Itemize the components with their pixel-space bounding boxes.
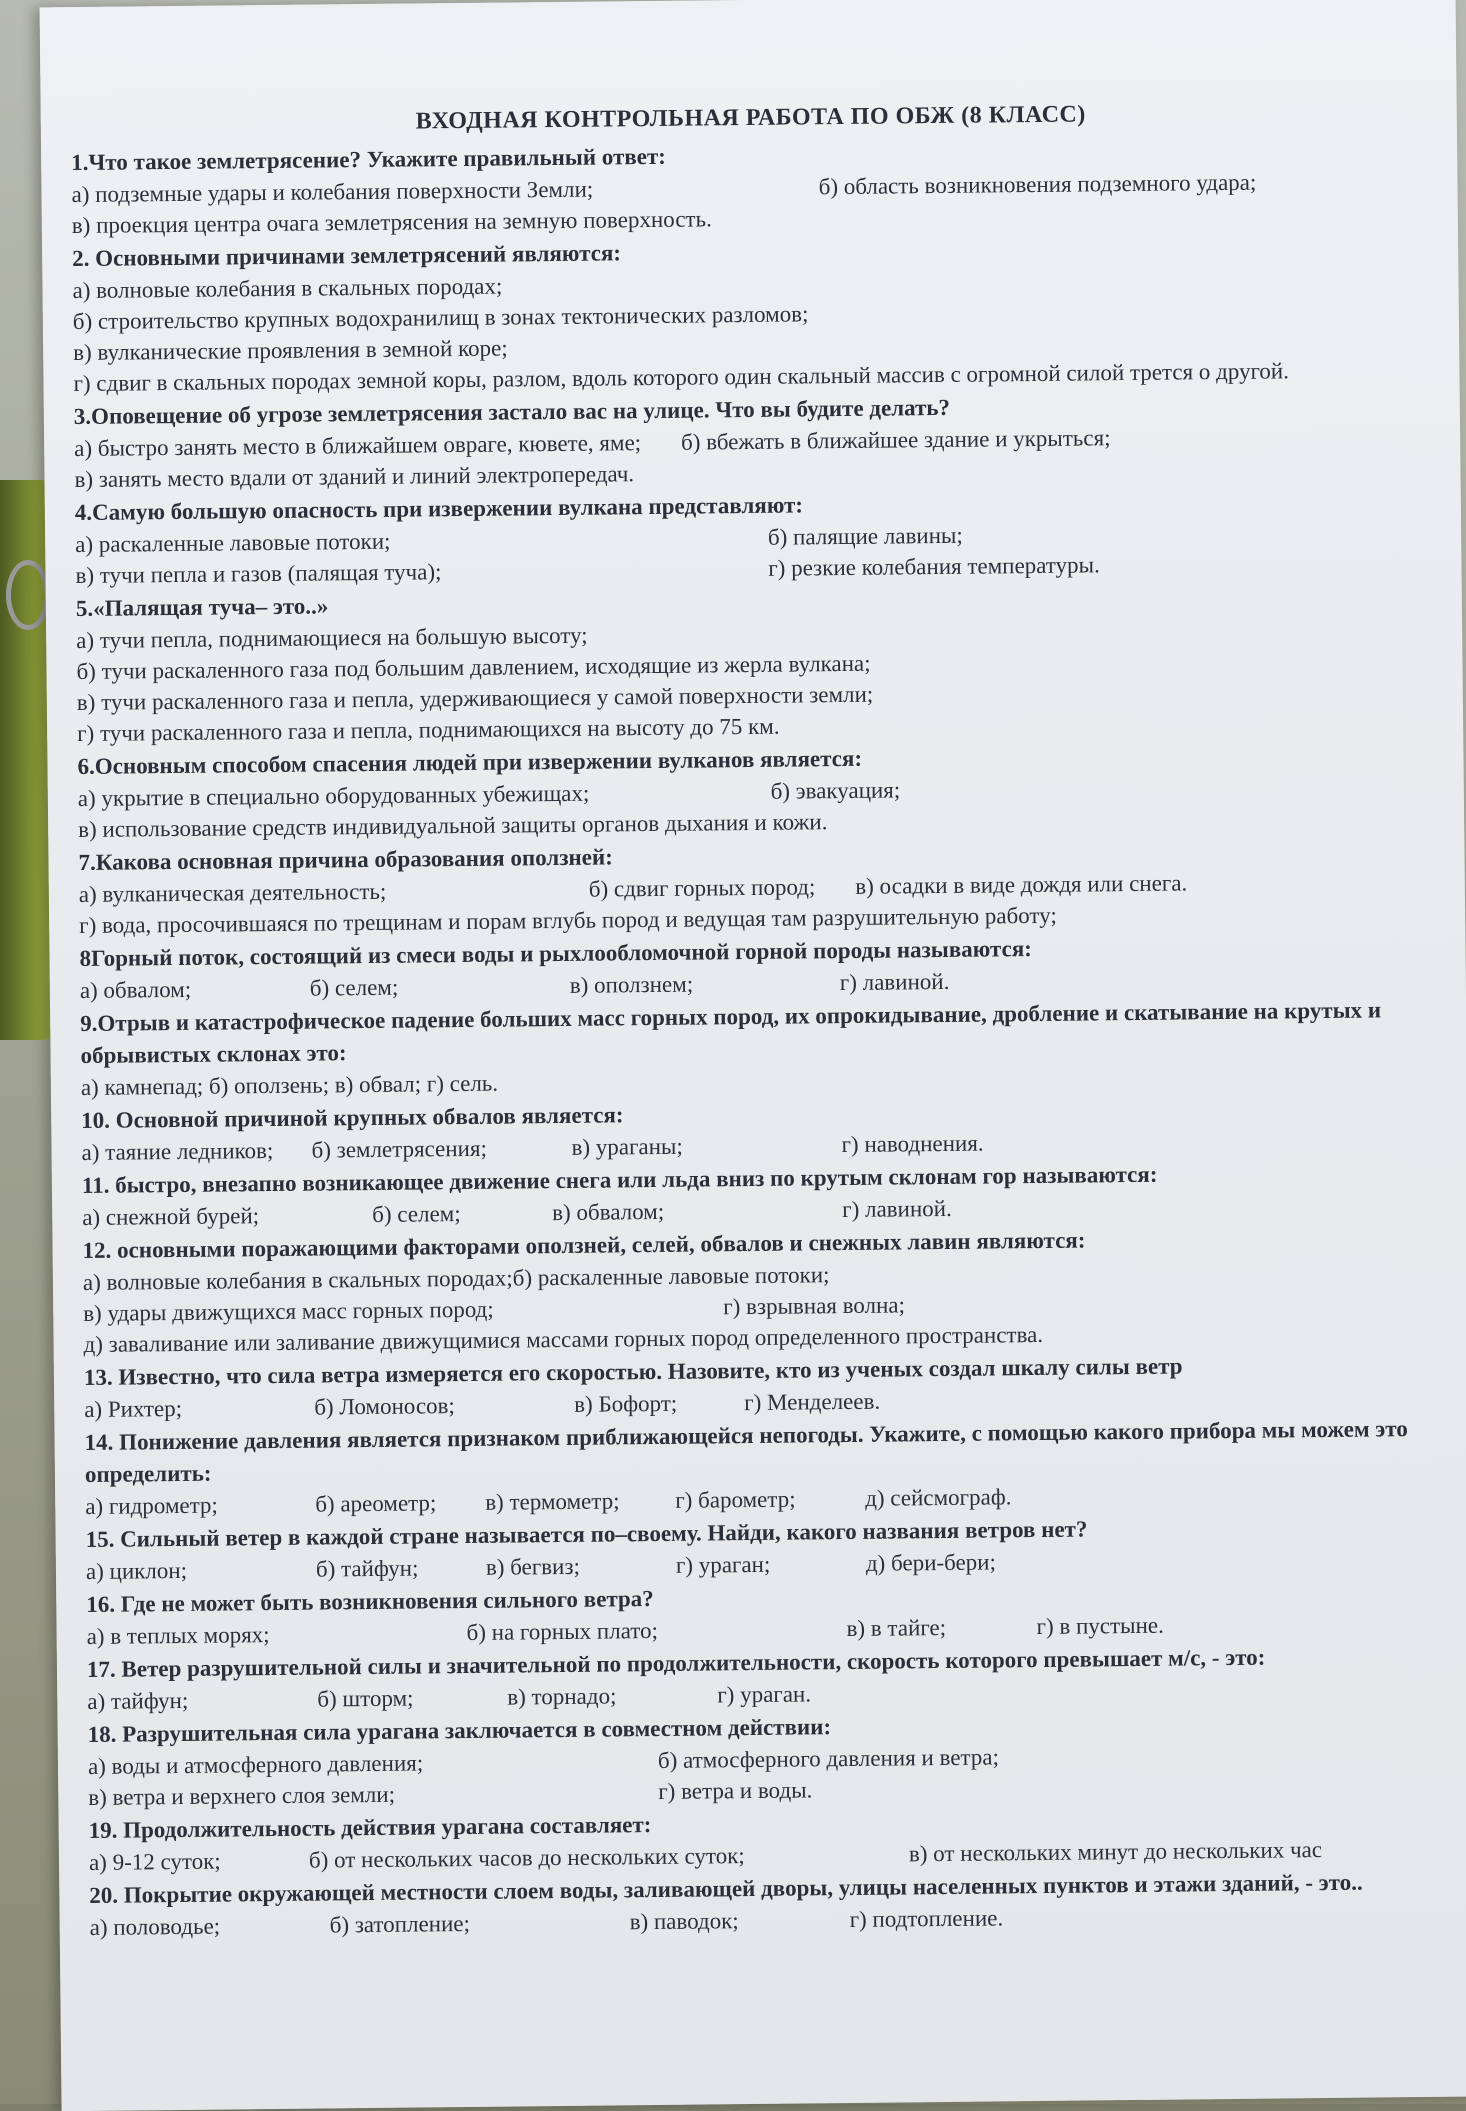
answer-option: а) 9-12 суток;: [88, 1848, 221, 1875]
answer-options: [74, 419, 1435, 495]
answer-option: а) подземные удары и колебания поверхности Земли;: [71, 176, 594, 208]
answer-option: г) в пустыне.: [1036, 1612, 1164, 1640]
page-title: ВХОДНАЯ КОНТРОЛЬНАЯ РАБОТА ПО ОБЖ (8 КЛАСС): [415, 101, 1086, 135]
answer-option: в) в тайге;: [846, 1614, 947, 1642]
question-2: [72, 229, 1434, 399]
answer-option: в) от нескольких минут до нескольких час: [908, 1837, 1323, 1867]
answer-option: а) тайфун;: [87, 1687, 189, 1714]
answer-option: в) термометр;: [485, 1488, 620, 1515]
answer-option: д) бери-бери;: [865, 1549, 997, 1576]
answer-option: б) затопление;: [329, 1910, 471, 1938]
answer-option: г) подтопление.: [849, 1905, 1004, 1933]
answer-options: [83, 1253, 1444, 1360]
answer-option: а) в теплых морях;: [86, 1622, 270, 1649]
answer-option: в) занять место вдали от зданий и линий электропередач.: [74, 461, 635, 493]
question-text: 3.Оповещение об угрозе землетрясения застало вас на улице. Что вы будите делать?: [73, 394, 951, 430]
question-4: [75, 483, 1436, 591]
question-text: 11. быстро, внезапно возникающее движение снега или льда вниз по крутым склонам гор называются:: [81, 1161, 1158, 1199]
answer-options: [71, 165, 1432, 241]
answer-option: б) эвакуация;: [770, 777, 901, 804]
answer-option: г) ветра и воды.: [658, 1777, 813, 1805]
answer-option: в) удары движущихся масс горных пород;: [83, 1296, 494, 1326]
answer-option: в) осадки в виде дождя или снега.: [855, 870, 1188, 899]
question-text: 9.Отрыв и катастрофическое падение больших масс горных пород, их опрокидывание, дробление и скатывание на крутых и обрывистых склонах это:: [80, 997, 1382, 1069]
answer-option: б) Ломоносов;: [314, 1393, 455, 1420]
answer-option: г) Менделеев.: [744, 1388, 881, 1416]
answer-option: а) тучи пепла, поднимающиеся на большую высоту;: [76, 622, 588, 654]
question-text: 13. Известно, что сила ветра измеряется его скоростью. Назовите, кто из ученых создал шкалу силы ветр: [83, 1353, 1183, 1390]
answer-option: а) вулканическая деятельность;: [78, 878, 387, 908]
answer-option: б) тайфун;: [315, 1555, 419, 1582]
answer-option: г) наводнения.: [841, 1130, 984, 1158]
question-11: [82, 1156, 1443, 1233]
answer-option: б) селем;: [372, 1201, 461, 1227]
binder-ring: [6, 560, 50, 630]
answer-option: в) вулканические проявления в земной коре;: [73, 335, 508, 366]
answer-option: б) на горных плато;: [466, 1617, 659, 1646]
question-17: [87, 1640, 1448, 1717]
answer-option: б) ареометр;: [315, 1490, 437, 1517]
answer-option: г) сдвиг в скальных породах земной коры, разлом, вдоль которого один скальный массив с огромной силой трется о другой.: [73, 358, 1290, 397]
question-text: 5.«Палящая туча– это..»: [75, 593, 329, 622]
answer-option: г) барометр;: [675, 1486, 796, 1513]
answer-option: б) землетрясения;: [311, 1135, 488, 1163]
question-text: 19. Продолжительность действия урагана составляет:: [88, 1812, 652, 1843]
answer-option: а) гидрометр;: [85, 1492, 219, 1519]
question-19: [88, 1801, 1449, 1878]
question-text: 8Горный поток, состоящий из смеси воды и рыхлообломочной горной породы называются:: [79, 936, 1032, 972]
question-5: [76, 579, 1438, 749]
question-1: [71, 133, 1432, 241]
answer-option: г) резкие колебания температуры.: [768, 552, 1100, 581]
question-text: 6.Основным способом спасения людей при извержении вулканов является:: [77, 745, 863, 780]
question-15: [85, 1510, 1446, 1587]
question-18: [87, 1705, 1448, 1813]
question-8: [79, 929, 1440, 1006]
answer-option: д) сейсмограф.: [865, 1484, 1012, 1511]
question-16: [86, 1575, 1447, 1652]
answer-option: а) обвалом;: [79, 976, 192, 1004]
answer-options: [88, 1737, 1449, 1813]
question-6: [77, 737, 1438, 845]
question-20: [89, 1866, 1450, 1943]
answer-option: г) ураган.: [717, 1681, 812, 1708]
answer-option: г) вода, просочившаяся по трещинам и порам вглубь пород и ведущая там разрушительную работу;: [79, 902, 1057, 939]
answer-options: [76, 611, 1437, 749]
answer-option: б) атмосферного давления и ветра;: [657, 1744, 1000, 1774]
answer-options: [79, 865, 1440, 941]
answer-option: а) раскаленные лавовые потоки;: [75, 528, 391, 558]
answer-option: а) камнепад; б) оползень; в) обвал; г) сель.: [80, 1070, 499, 1101]
question-9: [80, 994, 1441, 1103]
answer-option: а) волновые колебания в скальных породах;: [72, 273, 503, 304]
answer-option: в) ветра и верхнего слоя земли;: [88, 1781, 396, 1810]
answer-option: б) строительство крупных водохранилищ в зонах тектонических разломов;: [72, 301, 809, 335]
answer-option: в) паводок;: [629, 1908, 739, 1935]
answer-option: а) укрытие в специально оборудованных убежищах;: [77, 780, 590, 812]
answer-option: в) бегвиз;: [485, 1553, 581, 1580]
question-7: [78, 833, 1439, 941]
answer-option: б) вбежать в ближайшее здание и укрыться;: [680, 425, 1111, 455]
question-10: [81, 1091, 1442, 1168]
answer-option: г) ураган;: [675, 1551, 771, 1578]
question-text: 18. Разрушительная сила урагана заключается в совместном действии:: [87, 1714, 832, 1747]
answer-option: г) взрывная волна;: [723, 1292, 906, 1320]
question-text: 20. Покрытие окружающей местности слоем воды, заливающей дворы, улицы населенных пунктов и этажи зданий, - это..: [89, 1869, 1363, 1908]
test-content: [71, 98, 1450, 1943]
answer-options: [72, 261, 1433, 399]
question-text: 10. Основной причиной крупных обвалов является:: [81, 1102, 624, 1134]
answer-option: в) использование средств индивидуальной защиты органов дыхания и кожи.: [78, 809, 828, 843]
answer-option: б) от нескольких часов до нескольких суток;: [308, 1843, 745, 1873]
answer-option: д) заваливание или заливание движущимися массами горных пород определенного пространства.: [83, 1321, 1044, 1357]
answer-option: а) таяние ледников;: [81, 1138, 274, 1166]
answer-option: а) волновые колебания в скальных породах;б) раскаленные лавовые потоки;: [82, 1262, 830, 1296]
answer-option: в) ураганы;: [571, 1133, 683, 1160]
answer-option: б) сдвиг горных пород;: [588, 874, 816, 902]
answer-option: в) торнадо;: [507, 1683, 617, 1710]
answer-option: в) тучи раскаленного газа и пепла, удерживающиеся у самой поверхности земли;: [76, 681, 874, 716]
question-13: [84, 1348, 1445, 1425]
question-text: 15. Сильный ветер в каждой стране называется по–своему. Найди, какого названия ветров нет?: [85, 1516, 1088, 1552]
answer-option: в) Бофорт;: [574, 1390, 678, 1417]
answer-option: в) тучи пепла и газов (палящая туча);: [75, 559, 442, 589]
question-12: [82, 1221, 1443, 1360]
question-text: 1.Что такое землетрясение? Укажите правильный ответ:: [71, 143, 667, 176]
answer-option: а) снежной бурей;: [82, 1203, 260, 1231]
question-text: 16. Где не может быть возникновения сильного ветра?: [86, 1586, 654, 1617]
answer-option: в) обвалом;: [552, 1198, 665, 1226]
question-text: 14. Понижение давления является признаком приближающейся непогоды. Укажите, с помощью какого прибора мы можем это определить:: [84, 1416, 1408, 1487]
question-text: 12. основными поражающими факторами оползней, селей, обвалов и снежных лавин являются:: [82, 1227, 1086, 1264]
question-text: 2. Основными причинами землетрясений являются:: [72, 240, 622, 272]
question-3: [74, 387, 1435, 495]
answer-option: б) тучи раскаленного газа под большим давлением, исходящие из жерла вулкана;: [76, 650, 871, 685]
paper-sheet: [40, 0, 1466, 2111]
answer-option: а) быстро занять место в ближайшем овраге, кювете, яме;: [74, 430, 642, 462]
question-text: 7.Какова основная причина образования оползней:: [78, 844, 613, 876]
question-text: 17. Ветер разрушительной силы и значительной по продолжительности, скорость которого превышает м/с, - это:: [86, 1644, 1266, 1682]
answer-option: а) циклон;: [85, 1557, 188, 1584]
answer-option: б) шторм;: [317, 1685, 414, 1712]
answer-option: в) оползнем;: [569, 971, 694, 998]
answer-option: г) тучи раскаленного газа и пепла, поднимающихся на высоту до 75 км.: [77, 713, 780, 747]
answer-option: б) селем;: [309, 974, 399, 1001]
answer-option: а) половодье;: [89, 1913, 221, 1940]
answer-option: г) лавиной.: [839, 968, 950, 996]
answer-option: а) Рихтер;: [84, 1395, 183, 1422]
answer-option: в) проекция центра очага землетрясения на земную поверхность.: [71, 206, 712, 239]
answer-option: б) область возникновения подземного удара;: [818, 169, 1257, 200]
answer-options: [75, 515, 1436, 591]
answer-option: б) палящие лавины;: [767, 522, 963, 550]
answer-option: г) лавиной.: [842, 1195, 952, 1223]
answer-options: [78, 769, 1439, 845]
question-text: 4.Самую большую опасность при извержении вулкана представляют:: [74, 492, 804, 526]
question-14: [84, 1413, 1445, 1522]
answer-option: а) воды и атмосферного давления;: [87, 1750, 424, 1779]
